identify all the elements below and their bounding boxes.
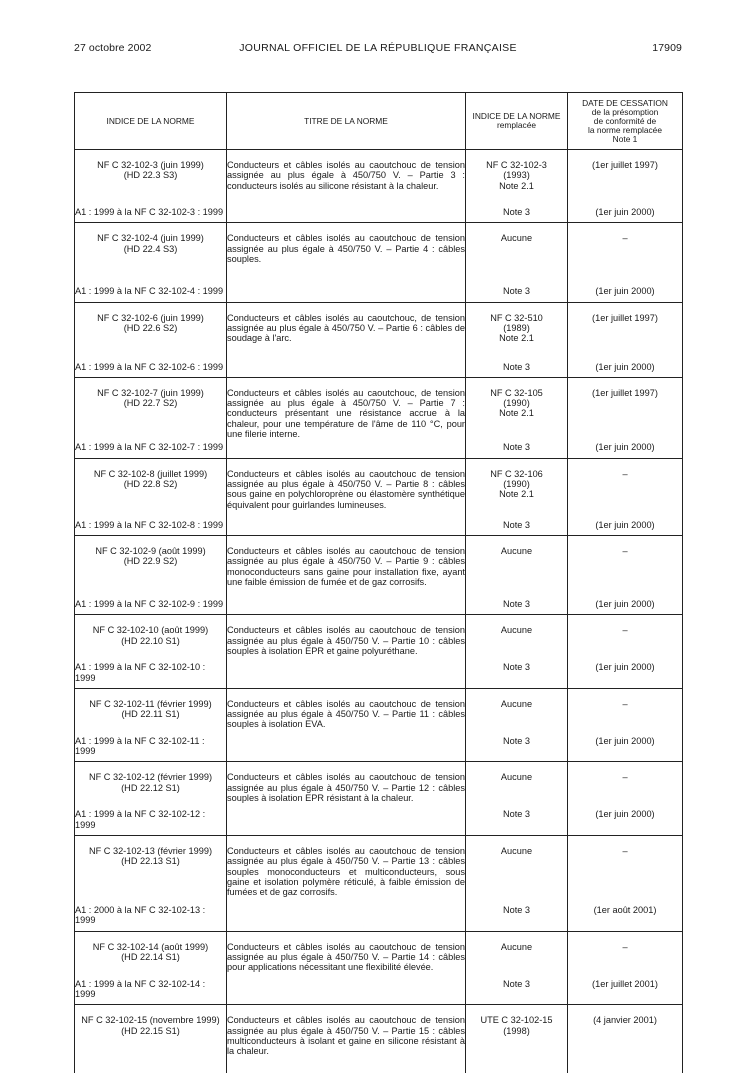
replaced-norm-line: NF C 32-106 xyxy=(466,469,567,479)
replaced-norm-cell xyxy=(466,535,568,596)
amendment-date-cell: (1er juillet 2001) xyxy=(568,976,683,1005)
norm-index-line: NF C 32-102-11 (février 1999) xyxy=(75,699,226,709)
page-number: 17909 xyxy=(652,42,682,54)
cessation-date-cell: – xyxy=(568,615,683,660)
cessation-date-cell: (1er juillet 1997) xyxy=(568,377,683,439)
col-header-date-line: Note 1 xyxy=(572,135,678,144)
empty-cell xyxy=(568,1056,683,1073)
replaced-norm-cell xyxy=(466,377,568,439)
norm-index-cell xyxy=(75,150,227,205)
amendment-replaced-cell: Note 3 xyxy=(466,439,568,458)
amendment-index-cell: A1 : 1999 à la NF C 32-102-8 : 1999 xyxy=(75,517,227,536)
cessation-date-cell: – xyxy=(568,688,683,733)
norm-index-line: (HD 22.7 S2) xyxy=(75,398,226,408)
replaced-norm-line: Aucune xyxy=(466,233,567,243)
norm-index-line: NF C 32-102-13 (février 1999) xyxy=(75,846,226,856)
norm-title-cell: Conducteurs et câbles isolés au caoutchouc, de tension assignée au plus égale à 450/750 V. – Partie 6 : câbles de soudage à l'arc. xyxy=(227,302,466,359)
table-row xyxy=(75,302,683,359)
table-row xyxy=(75,1005,683,1057)
table-row xyxy=(75,688,683,733)
replaced-norm-line: (1993) xyxy=(466,170,567,180)
table-row xyxy=(75,458,683,517)
amendment-title-cell xyxy=(227,806,466,835)
col-header-replaced xyxy=(466,93,568,150)
replaced-norm-line: (1990) xyxy=(466,479,567,489)
amendment-title-cell xyxy=(227,283,466,302)
norm-index-line: (HD 22.14 S1) xyxy=(75,952,226,962)
norm-index-line: (HD 22.10 S1) xyxy=(75,636,226,646)
norm-index-cell xyxy=(75,836,227,903)
norm-title-cell: Conducteurs et câbles isolés au caoutchouc de tension assignée au plus égale à 450/750 V. – Partie 10 : câbles souples à isolation EPR et gaine polyuréthane. xyxy=(227,615,466,660)
replaced-norm-line: (1990) xyxy=(466,398,567,408)
col-header-replaced-line: remplacée xyxy=(470,121,563,130)
norm-title-cell: Conducteurs et câbles isolés au caoutchouc de tension assignée au plus égale à 450/750 V. – Partie 8 : câbles sous gaine en polychloroprène ou élastomère synthétique équivalent pour guirlandes lumineuses. xyxy=(227,458,466,517)
amendment-index-cell: A1 : 1999 à la NF C 32-102-14 : 1999 xyxy=(75,976,227,1005)
amendment-title-cell xyxy=(227,976,466,1005)
replaced-norm-cell xyxy=(466,836,568,903)
norm-index-cell xyxy=(75,302,227,359)
amendment-row xyxy=(75,733,683,762)
col-header-date-line: de la présomption xyxy=(572,108,678,117)
amendment-index-cell: A1 : 2000 à la NF C 32-102-13 : 1999 xyxy=(75,902,227,931)
amendment-title-cell xyxy=(227,359,466,378)
replaced-norm-cell xyxy=(466,931,568,976)
page-date: 27 octobre 2002 xyxy=(74,42,151,54)
table-row xyxy=(75,836,683,903)
amendment-replaced-cell: Note 3 xyxy=(466,359,568,378)
amendment-row xyxy=(75,359,683,378)
norm-index-line: (HD 22.4 S3) xyxy=(75,244,226,254)
amendment-replaced-cell: Note 3 xyxy=(466,806,568,835)
norm-index-line: (HD 22.11 S1) xyxy=(75,709,226,719)
standards-table xyxy=(74,92,683,1073)
replaced-norm-cell xyxy=(466,458,568,517)
page-header xyxy=(74,42,682,56)
norm-index-line: (HD 22.8 S2) xyxy=(75,479,226,489)
amendment-row xyxy=(75,439,683,458)
norm-index-line: NF C 32-102-10 (août 1999) xyxy=(75,625,226,635)
replaced-norm-line: NF C 32-105 xyxy=(466,388,567,398)
col-header-date-line: de conformité de xyxy=(572,117,678,126)
replaced-norm-line: Note 2.1 xyxy=(466,408,567,418)
norm-index-line: NF C 32-102-7 (juin 1999) xyxy=(75,388,226,398)
norm-index-cell xyxy=(75,377,227,439)
amendment-index-cell: A1 : 1999 à la NF C 32-102-3 : 1999 xyxy=(75,204,227,223)
amendment-date-cell: (1er juin 2000) xyxy=(568,359,683,378)
cessation-date-cell: – xyxy=(568,223,683,284)
replaced-norm-line: NF C 32-102-3 xyxy=(466,160,567,170)
amendment-date-cell: (1er juin 2000) xyxy=(568,733,683,762)
amendment-row xyxy=(75,596,683,615)
col-header-index: INDICE DE LA NORME xyxy=(75,93,227,150)
replaced-norm-cell xyxy=(466,1005,568,1057)
cessation-date-cell: – xyxy=(568,535,683,596)
norm-index-line: (HD 22.3 S3) xyxy=(75,170,226,180)
table-header-row xyxy=(75,93,683,150)
cessation-date-cell: – xyxy=(568,458,683,517)
norm-title-cell: Conducteurs et câbles isolés au caoutchouc de tension assignée au plus égale à 450/750 V. – Partie 4 : câbles souples. xyxy=(227,223,466,284)
col-header-title: TITRE DE LA NORME xyxy=(227,93,466,150)
amendment-date-cell: (1er août 2001) xyxy=(568,902,683,931)
amendment-replaced-cell: Note 3 xyxy=(466,204,568,223)
norm-title-cell: Conducteurs et câbles isolés au caoutchouc de tension assignée au plus égale à 450/750 V. – Partie 14 : câbles pour applications nécessitant une flexibilité élevée. xyxy=(227,931,466,976)
norm-index-cell xyxy=(75,931,227,976)
table-row xyxy=(75,223,683,284)
table-row xyxy=(75,931,683,976)
norm-title-cell: Conducteurs et câbles isolés au caoutchouc de tension assignée au plus égale à 450/750 V. – Partie 3 : conducteurs isolés au silicone résistant à la chaleur. xyxy=(227,150,466,205)
amendment-row xyxy=(75,204,683,223)
norm-index-line: NF C 32-102-15 (novembre 1999) xyxy=(75,1015,226,1025)
replaced-norm-cell xyxy=(466,615,568,660)
cessation-date-cell: – xyxy=(568,931,683,976)
amendment-replaced-cell: Note 3 xyxy=(466,283,568,302)
amendment-date-cell: (1er juin 2000) xyxy=(568,439,683,458)
norm-index-line: (HD 22.9 S2) xyxy=(75,556,226,566)
norm-title-cell: Conducteurs et câbles isolés au caoutchouc de tension assignée au plus égale à 450/750 V. – Partie 13 : câbles souples monoconducteurs et multiconducteurs, sous gaine et isolation polymère réticulé, à faible émission de fumées et de gaz corrosifs. xyxy=(227,836,466,903)
col-header-date xyxy=(568,93,683,150)
journal-title: JOURNAL OFFICIEL DE LA RÉPUBLIQUE FRANÇAISE xyxy=(74,42,682,54)
replaced-norm-cell xyxy=(466,688,568,733)
replaced-norm-cell xyxy=(466,223,568,284)
amendment-row xyxy=(75,976,683,1005)
norm-index-line: NF C 32-102-3 (juin 1999) xyxy=(75,160,226,170)
cessation-date-cell: – xyxy=(568,762,683,807)
amendment-date-cell: (1er juin 2000) xyxy=(568,659,683,688)
replaced-norm-line: Note 2.1 xyxy=(466,489,567,499)
replaced-norm-cell xyxy=(466,762,568,807)
amendment-title-cell xyxy=(227,517,466,536)
amendment-title-cell xyxy=(227,596,466,615)
norm-index-line: NF C 32-102-9 (août 1999) xyxy=(75,546,226,556)
amendment-title-cell xyxy=(227,733,466,762)
col-header-date-line: DATE DE CESSATION xyxy=(572,99,678,108)
table-row xyxy=(75,150,683,205)
col-header-date-line: la norme remplacée xyxy=(572,126,678,135)
norm-index-cell xyxy=(75,1005,227,1057)
amendment-index-cell: A1 : 1999 à la NF C 32-102-6 : 1999 xyxy=(75,359,227,378)
amendment-index-cell: A1 : 1999 à la NF C 32-102-4 : 1999 xyxy=(75,283,227,302)
amendment-date-cell: (1er juin 2000) xyxy=(568,806,683,835)
amendment-date-cell: (1er juin 2000) xyxy=(568,596,683,615)
amendment-title-cell xyxy=(227,204,466,223)
norm-title-cell: Conducteurs et câbles isolés au caoutchouc de tension assignée au plus égale à 450/750 V. – Partie 12 : câbles souples à isolation EPR résistant à la chaleur. xyxy=(227,762,466,807)
amendment-row xyxy=(75,517,683,536)
amendment-replaced-cell: Note 3 xyxy=(466,733,568,762)
norm-title-cell: Conducteurs et câbles isolés au caoutchouc de tension assignée au plus égale à 450/750 V. – Partie 9 : câbles monoconducteurs sans gaine pour installation fixe, ayant une faible émission de fumée et de gaz corrosifs. xyxy=(227,535,466,596)
col-header-replaced-line: INDICE DE LA NORME xyxy=(470,112,563,121)
norm-title-cell: Conducteurs et câbles isolés au caoutchouc de tension assignée au plus égale à 450/750 V. – Partie 15 : câbles multiconducteurs à isolant et gaine en silicone résistant à la chaleur. xyxy=(227,1005,466,1057)
amendment-index-cell: A1 : 1999 à la NF C 32-102-10 : 1999 xyxy=(75,659,227,688)
replaced-norm-cell xyxy=(466,302,568,359)
norm-index-line: NF C 32-102-12 (février 1999) xyxy=(75,772,226,782)
amendment-title-cell xyxy=(227,439,466,458)
replaced-norm-cell xyxy=(466,150,568,205)
norm-index-cell xyxy=(75,458,227,517)
norm-title-cell: Conducteurs et câbles isolés au caoutchouc, de tension assignée au plus égale à 450/750 V. – Partie 7 : conducteurs présentant une résistance accrue à la chaleur, pour une température de l'âme de 110 °C, pour une filerie interne. xyxy=(227,377,466,439)
norm-index-cell xyxy=(75,762,227,807)
cessation-date-cell: – xyxy=(568,836,683,903)
amendment-title-cell xyxy=(227,659,466,688)
replaced-norm-line: Aucune xyxy=(466,699,567,709)
norm-index-line: (HD 22.15 S1) xyxy=(75,1026,226,1036)
amendment-row xyxy=(75,902,683,931)
norm-index-line: NF C 32-102-8 (juillet 1999) xyxy=(75,469,226,479)
amendment-date-cell: (1er juin 2000) xyxy=(568,204,683,223)
replaced-norm-line: (1998) xyxy=(466,1026,567,1036)
amendment-row xyxy=(75,806,683,835)
norm-index-cell xyxy=(75,615,227,660)
replaced-norm-line: NF C 32-510 xyxy=(466,313,567,323)
amendment-index-cell: A1 : 1999 à la NF C 32-102-11 : 1999 xyxy=(75,733,227,762)
amendment-replaced-cell: Note 3 xyxy=(466,659,568,688)
replaced-norm-line: Aucune xyxy=(466,546,567,556)
replaced-norm-line: Note 2.1 xyxy=(466,333,567,343)
norm-index-cell xyxy=(75,535,227,596)
empty-cell xyxy=(466,1056,568,1073)
table-row xyxy=(75,535,683,596)
amendment-title-cell xyxy=(227,902,466,931)
norm-index-cell xyxy=(75,688,227,733)
norm-index-line: (HD 22.12 S1) xyxy=(75,783,226,793)
norm-index-line: NF C 32-102-14 (août 1999) xyxy=(75,942,226,952)
empty-cell xyxy=(227,1056,466,1073)
replaced-norm-line: Aucune xyxy=(466,942,567,952)
amendment-replaced-cell: Note 3 xyxy=(466,517,568,536)
norm-index-line: (HD 22.6 S2) xyxy=(75,323,226,333)
norm-index-cell xyxy=(75,223,227,284)
amendment-date-cell: (1er juin 2000) xyxy=(568,517,683,536)
amendment-replaced-cell: Note 3 xyxy=(466,976,568,1005)
norm-title-cell: Conducteurs et câbles isolés au caoutchouc de tension assignée au plus égale à 450/750 V. – Partie 11 : câbles souples à isolation EVA. xyxy=(227,688,466,733)
amendment-replaced-cell: Note 3 xyxy=(466,596,568,615)
norm-index-line: (HD 22.13 S1) xyxy=(75,856,226,866)
amendment-row xyxy=(75,1056,683,1073)
replaced-norm-line: Aucune xyxy=(466,772,567,782)
cessation-date-cell: (4 janvier 2001) xyxy=(568,1005,683,1057)
empty-cell xyxy=(75,1056,227,1073)
table-row xyxy=(75,615,683,660)
replaced-norm-line: UTE C 32-102-15 xyxy=(466,1015,567,1025)
amendment-date-cell: (1er juin 2000) xyxy=(568,283,683,302)
table-row xyxy=(75,762,683,807)
norm-index-line: NF C 32-102-4 (juin 1999) xyxy=(75,233,226,243)
replaced-norm-line: Aucune xyxy=(466,625,567,635)
amendment-index-cell: A1 : 1999 à la NF C 32-102-12 : 1999 xyxy=(75,806,227,835)
amendment-row xyxy=(75,283,683,302)
replaced-norm-line: Aucune xyxy=(466,846,567,856)
table-body xyxy=(75,150,683,1073)
amendment-index-cell: A1 : 1999 à la NF C 32-102-9 : 1999 xyxy=(75,596,227,615)
norm-index-line: NF C 32-102-6 (juin 1999) xyxy=(75,313,226,323)
replaced-norm-line: Note 2.1 xyxy=(466,181,567,191)
replaced-norm-line: (1989) xyxy=(466,323,567,333)
amendment-row xyxy=(75,659,683,688)
amendment-index-cell: A1 : 1999 à la NF C 32-102-7 : 1999 xyxy=(75,439,227,458)
table-row xyxy=(75,377,683,439)
amendment-replaced-cell: Note 3 xyxy=(466,902,568,931)
cessation-date-cell: (1er juillet 1997) xyxy=(568,302,683,359)
cessation-date-cell: (1er juillet 1997) xyxy=(568,150,683,205)
